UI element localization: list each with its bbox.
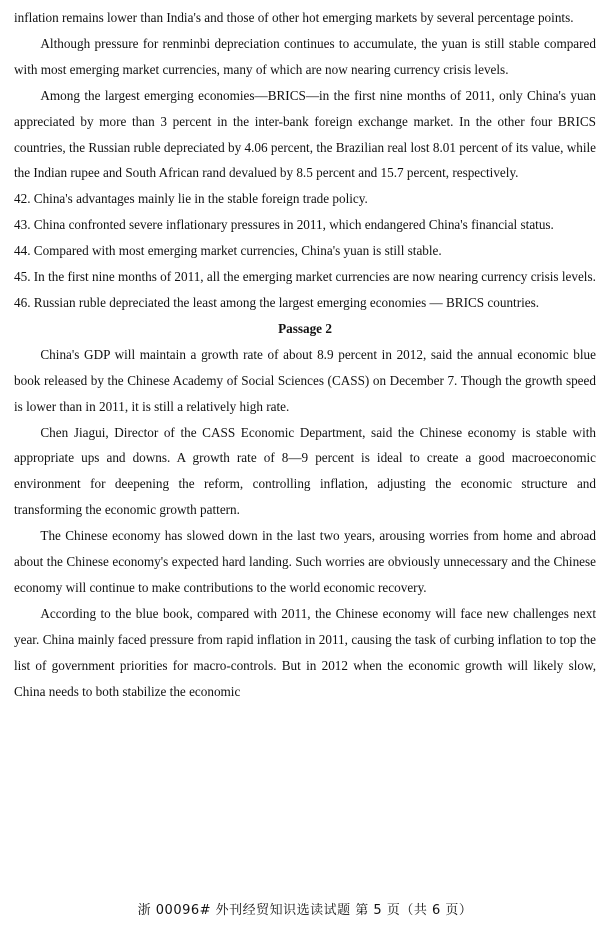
question-46: 46. Russian ruble depreciated the least among the largest emerging economies — BRICS countries. xyxy=(14,294,540,310)
passage2-heading: Passage 2 xyxy=(278,320,332,336)
passage2-paragraph: China's GDP will maintain a growth rate of about 8.9 percent in 2012, said the annual economic blue book released by the Chinese Academy of Social Sciences (CASS) on December 7. Though the growth speed is lower than in 2011, it is still a relatively high rate. xyxy=(14,346,596,414)
question-45: 45. In the first nine months of 2011, all the emerging market currencies are now nearing currency crisis levels. xyxy=(14,269,596,285)
page-footer: 浙 00096# 外刊经贸知识选读试题 第 5 页（共 6 页） xyxy=(137,903,473,918)
passage2-paragraph: According to the blue book, compared with 2011, the Chinese economy will face new challenges next year. China mainly faced pressure from rapid inflation in 2011, causing the task of curbing inflation to top the list of government priorities for macro-controls. But in 2012 when the economic growth will likely slow, China needs to both stabilize the economic xyxy=(14,605,596,699)
passage1-paragraph: Although pressure for renminbi depreciation continues to accumulate, the yuan is still stable compared with most emerging market currencies, many of which are now nearing currency crisis levels. xyxy=(14,35,596,77)
passage1-paragraph: Among the largest emerging economies—BRICS—in the first nine months of 2011, only China's yuan appreciated by more than 3 percent in the inter-bank foreign exchange market. In the other four BRICS countries, the Russian ruble depreciated by 4.06 percent, the Brazilian real lost 8.01 percent of its value, while the Indian rupee and South African rand devalued by 8.5 percent and 15.7 percent, respectively. xyxy=(14,87,596,181)
question-43: 43. China confronted severe inflationary pressures in 2011, which endangered China's financial status. xyxy=(14,217,554,233)
passage2-paragraph: Chen Jiagui, Director of the CASS Economic Department, said the Chinese economy is stable with appropriate ups and downs. A growth rate of 8—9 percent is ideal to create a good macroeconomic environment for deepening the reform, controlling inflation, adjusting the economic structure and transforming the economic growth pattern. xyxy=(14,424,596,518)
passage2-paragraph: The Chinese economy has slowed down in the last two years, arousing worries from home and abroad about the Chinese economy's expected hard landing. Such worries are obviously unnecessary and the Chinese economy will continue to make contributions to the world economic recovery. xyxy=(14,528,596,595)
question-42: 42. China's advantages mainly lie in the stable foreign trade policy. xyxy=(14,191,368,207)
page-content xyxy=(14,5,596,704)
question-44: 44. Compared with most emerging market currencies, China's yuan is still stable. xyxy=(14,243,442,259)
passage1-paragraph-continued: inflation remains lower than India's and those of other hot emerging markets by several percentage points. xyxy=(14,10,574,25)
